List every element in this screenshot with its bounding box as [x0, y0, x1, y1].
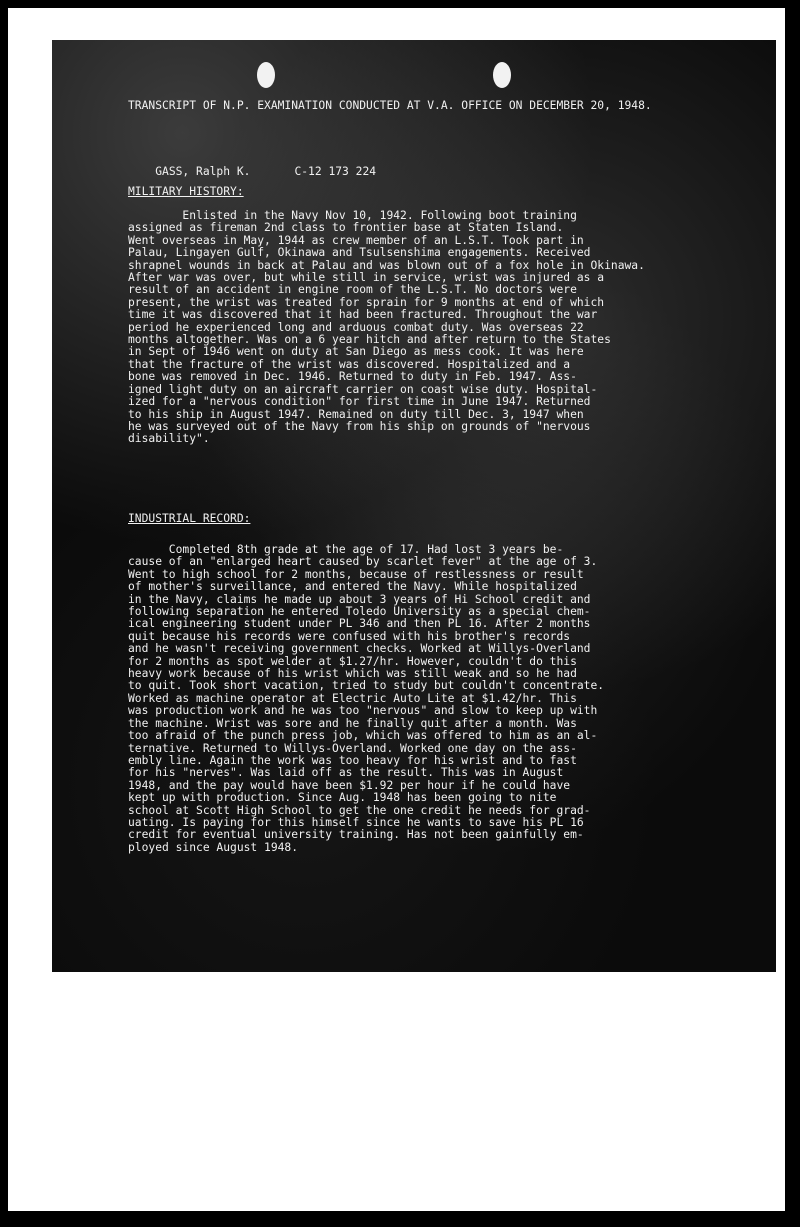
military-history-line: he was surveyed out of the Navy from his ship on grounds of "nervous: [128, 419, 591, 433]
military-history-line: that the fracture of the wrist was discovered. Hospitalized and a: [128, 357, 571, 371]
military-history-line: months altogether. Was on a 6 year hitch and after return to the States: [128, 333, 611, 347]
industrial-record-line: the machine. Wrist was sore and he finally quit after a month. Was: [128, 716, 577, 730]
industrial-record-line: for 2 months as spot welder at $1.27/hr. However, couldn't do this: [128, 654, 577, 668]
industrial-record-line: in the Navy, claims he made up about 3 years of Hi School credit and: [128, 592, 591, 606]
industrial-record-line: following separation he entered Toledo University as a special chem-: [128, 605, 591, 619]
military-history-line: disability".: [128, 432, 210, 446]
industrial-record-line: too afraid of the punch press job, which was offered to him as an al-: [128, 729, 598, 743]
military-history-line: Palau, Lingayen Gulf, Okinawa and Tsulsenshima engagements. Received: [128, 246, 591, 260]
industrial-record-line: was production work and he was too "nervous" and slow to keep up with: [128, 704, 598, 718]
military-history-line: present, the wrist was treated for sprain for 9 months at end of which: [128, 295, 605, 309]
military-history-line: in Sept of 1946 went on duty at San Diego as mess cook. It was here: [128, 345, 584, 359]
industrial-record-line: Went to high school for 2 months, because of restlessness or result: [128, 567, 584, 581]
military-history-paragraph: [128, 210, 656, 446]
file-number: C-12 173 224: [294, 165, 377, 179]
industrial-record-line: Completed 8th grade at the age of 17. Had lost 3 years be-: [128, 543, 564, 556]
military-history-line: Enlisted in the Navy Nov 10, 1942. Following boot training: [128, 209, 577, 222]
industrial-record-line: of mother's surveillance, and entered the Navy. While hospitalized: [128, 580, 577, 594]
industrial-record-line: school at Scott High School to get the one credit he needs for grad-: [128, 803, 591, 817]
subject-name: GASS, Ralph K.: [155, 165, 251, 179]
industrial-record-line: ployed since August 1948.: [128, 840, 299, 854]
industrial-record-line: 1948, and the pay would have been $1.92 per hour if he could have: [128, 778, 571, 792]
military-history-line: ized for a "nervous condition" for first time in June 1947. Returned: [128, 395, 591, 409]
military-history-line: time it was discovered that it had been fractured. Throughout the war: [128, 308, 598, 322]
industrial-record-line: for his "nerves". Was laid off as the result. This was in August: [128, 766, 564, 780]
industrial-record-line: uating. Is paying for this himself since he wants to save his PL 16: [128, 815, 584, 829]
military-history-line: assigned as fireman 2nd class to frontier base at Staten Island.: [128, 221, 564, 235]
document-title: TRANSCRIPT OF N.P. EXAMINATION CONDUCTED AT V.A. OFFICE ON DECEMBER 20, 1948.: [128, 99, 652, 112]
military-history-line: Went overseas in May, 1944 as crew member of an L.S.T. Took part in: [128, 233, 584, 247]
military-history-line: igned light duty on an aircraft carrier on coast wise duty. Hospital-: [128, 382, 598, 396]
scan-noise-mark: [62, 60, 122, 100]
industrial-record-line: quit because his records were confused with his brother's records: [128, 629, 571, 643]
military-history-line: to his ship in August 1947. Remained on duty till Dec. 3, 1947 when: [128, 407, 584, 421]
industrial-record-heading: INDUSTRIAL RECORD:: [128, 512, 251, 525]
industrial-record-line: cause of an "enlarged heart caused by scarlet fever" at the age of 3.: [128, 555, 598, 569]
military-history-heading: MILITARY HISTORY:: [128, 185, 244, 198]
industrial-record-line: credit for eventual university training. Has not been gainfully em-: [128, 828, 584, 842]
military-history-line: After war was over, but while still in service, wrist was injured as a: [128, 271, 605, 285]
punch-hole-right: [493, 62, 511, 88]
industrial-record-line: embly line. Again the work was too heavy for his wrist and to fast: [128, 753, 577, 767]
industrial-record-line: ternative. Returned to Willys-Overland. Worked one day on the ass-: [128, 741, 577, 755]
industrial-record-paragraph: [128, 544, 656, 854]
industrial-record-line: ical engineering student under PL 346 and then PL 16. After 2 months: [128, 617, 591, 631]
military-history-line: bone was removed in Dec. 1946. Returned to duty in Feb. 1947. Ass-: [128, 370, 577, 384]
industrial-record-line: Worked as machine operator at Electric Auto Lite at $1.42/hr. This: [128, 691, 577, 705]
military-history-line: period he experienced long and arduous combat duty. Was overseas 22: [128, 320, 584, 334]
punch-hole-left: [257, 62, 275, 88]
industrial-record-line: and he wasn't receiving government checks. Worked at Willys-Overland: [128, 642, 591, 656]
industrial-record-line: heavy work because of his wrist which was still weak and so he had: [128, 667, 577, 681]
military-history-line: result of an accident in engine room of the L.S.T. No doctors were: [128, 283, 577, 297]
industrial-record-line: to quit. Took short vacation, tried to study but couldn't concentrate.: [128, 679, 605, 693]
military-history-line: shrapnel wounds in back at Palau and was blown out of a fox hole in Okinawa.: [128, 258, 645, 272]
industrial-record-line: kept up with production. Since Aug. 1948 has been going to nite: [128, 791, 557, 805]
